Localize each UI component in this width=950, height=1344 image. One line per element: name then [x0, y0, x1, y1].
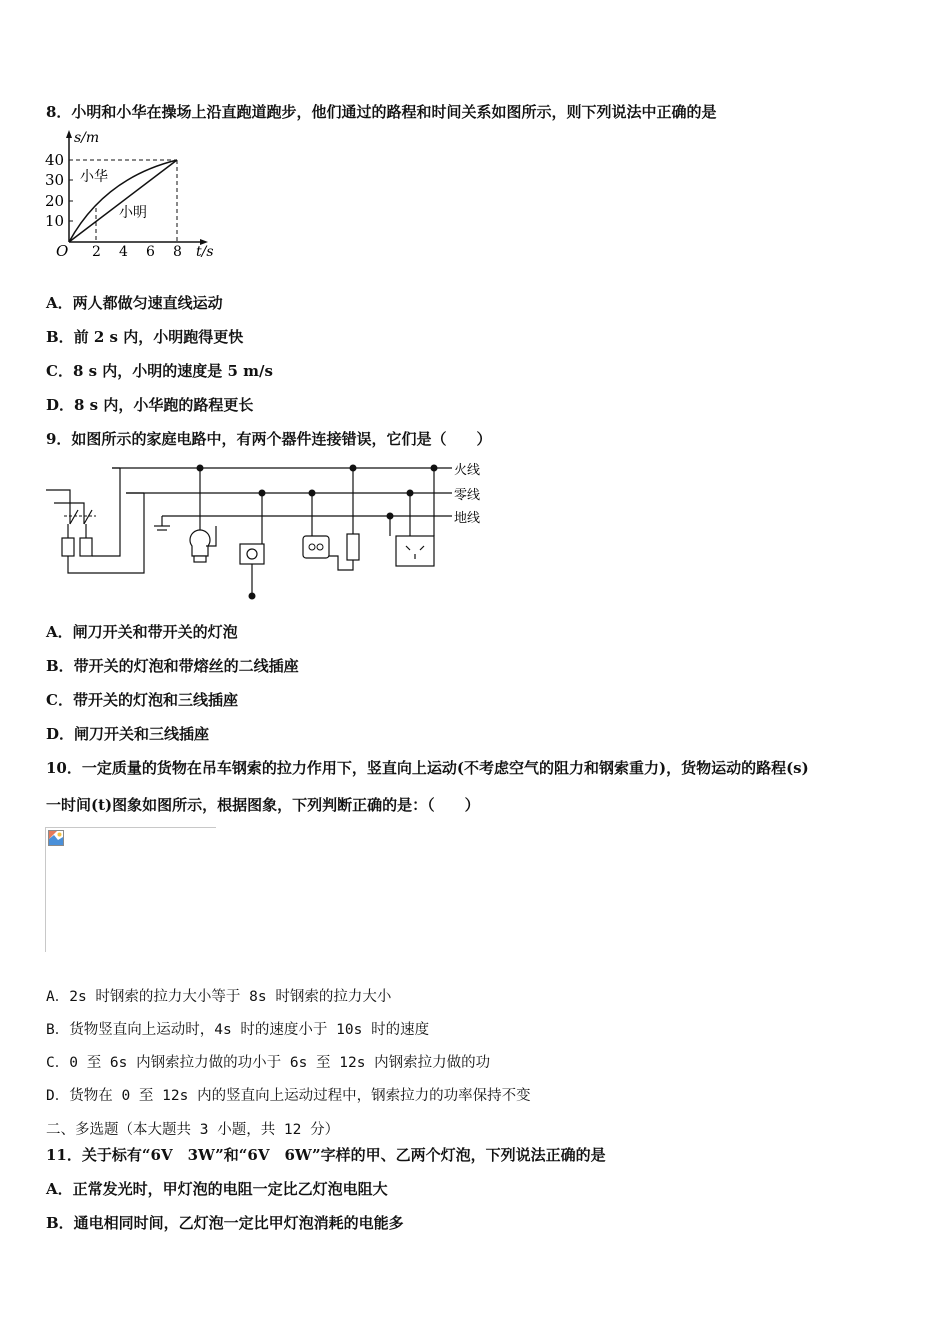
light-bulb-icon: [190, 530, 210, 556]
q9-option-b: B．带开关的灯泡和带熔丝的二线插座: [46, 657, 299, 675]
q10-missing-figure: [45, 827, 216, 952]
y-axis-label: s/m: [74, 130, 100, 146]
curve-label-xiaoming: 小明: [119, 205, 147, 221]
q10-stem-line1: 10．一定质量的货物在吊车钢索的拉力作用下，竖直向上运动(不考虑空气的阻力和钢索重力)，货物运动的路程(s): [46, 759, 809, 777]
q10-option-a: A．2s 时钢索的拉力大小等于 8s 时钢索的拉力大小: [46, 989, 392, 1005]
x-tick-4: 4: [119, 244, 128, 260]
origin-label: O: [56, 242, 69, 260]
q11-stem: 11．关于标有“6V 3W”和“6V 6W”字样的甲、乙两个灯泡，下列说法正确的是: [46, 1146, 606, 1164]
q10-option-d: D．货物在 0 至 12s 内的竖直向上运动过程中，钢索拉力的功率保持不变: [46, 1088, 531, 1104]
x-tick-6: 6: [146, 244, 155, 260]
q11-option-a: A．正常发光时，甲灯泡的电阻一定比乙灯泡电阻大: [46, 1180, 388, 1198]
q8-stem: 8．小明和小华在操场上沿直跑道跑步，他们通过的路程和时间关系如图所示，则下列说法中正确的是: [46, 103, 717, 121]
q9-option-a: A．闸刀开关和带开关的灯泡: [46, 623, 238, 641]
two-pin-socket-icon: [303, 536, 329, 558]
q8-option-b: B．前 2 s 内，小明跑得更快: [46, 328, 244, 346]
y-axis-arrow: [66, 130, 72, 138]
broken-image-icon: [48, 830, 64, 846]
x-tick-8: 8: [173, 244, 182, 260]
three-pin-socket-icon: [396, 536, 434, 566]
wall-switch-icon: [240, 544, 264, 564]
y-tick-20: 20: [45, 192, 65, 210]
q10-option-b: B．货物竖直向上运动时，4s 时的速度小于 10s 时的速度: [46, 1022, 430, 1038]
socket-fuse: [347, 534, 359, 560]
q8-option-c: C．8 s 内，小明的速度是 5 m/s: [46, 362, 273, 380]
x-tick-2: 2: [92, 244, 101, 260]
section2-title: 二、多选题（本大题共 3 小题，共 12 分）: [46, 1122, 340, 1138]
y-tick-40: 40: [45, 151, 65, 169]
q9-option-d: D．闸刀开关和三线插座: [46, 725, 210, 743]
q11-option-b: B．通电相同时间，乙灯泡一定比甲灯泡消耗的电能多: [46, 1214, 404, 1232]
y-tick-10: 10: [45, 212, 65, 230]
q8-option-d: D．8 s 内，小华跑的路程更长: [46, 396, 254, 414]
q10-option-c: C．0 至 6s 内钢索拉力做的功小于 6s 至 12s 内钢索拉力做的功: [46, 1055, 491, 1071]
fuse-right: [80, 538, 92, 556]
q9-option-c: C．带开关的灯泡和三线插座: [46, 691, 238, 709]
q8-option-a: A．两人都做匀速直线运动: [46, 294, 223, 312]
q10-stem-line2: 一时间(t)图象如图所示，根据图象，下列判断正确的是：（ ）: [46, 796, 480, 814]
x-axis-label: t/s: [196, 244, 214, 260]
ground-wire-label: 地线: [454, 511, 481, 526]
neutral-wire-label: 零线: [454, 488, 481, 503]
y-tick-30: 30: [45, 171, 65, 189]
q9-stem: 9．如图所示的家庭电路中，有两个器件连接错误，它们是（ ）: [46, 430, 492, 448]
live-wire-label: 火线: [454, 463, 481, 478]
q9-circuit-diagram: [44, 458, 494, 604]
curve-label-xiaohua: 小华: [80, 169, 108, 185]
q8-st-graph: [44, 128, 224, 260]
fuse-left: [62, 538, 74, 556]
